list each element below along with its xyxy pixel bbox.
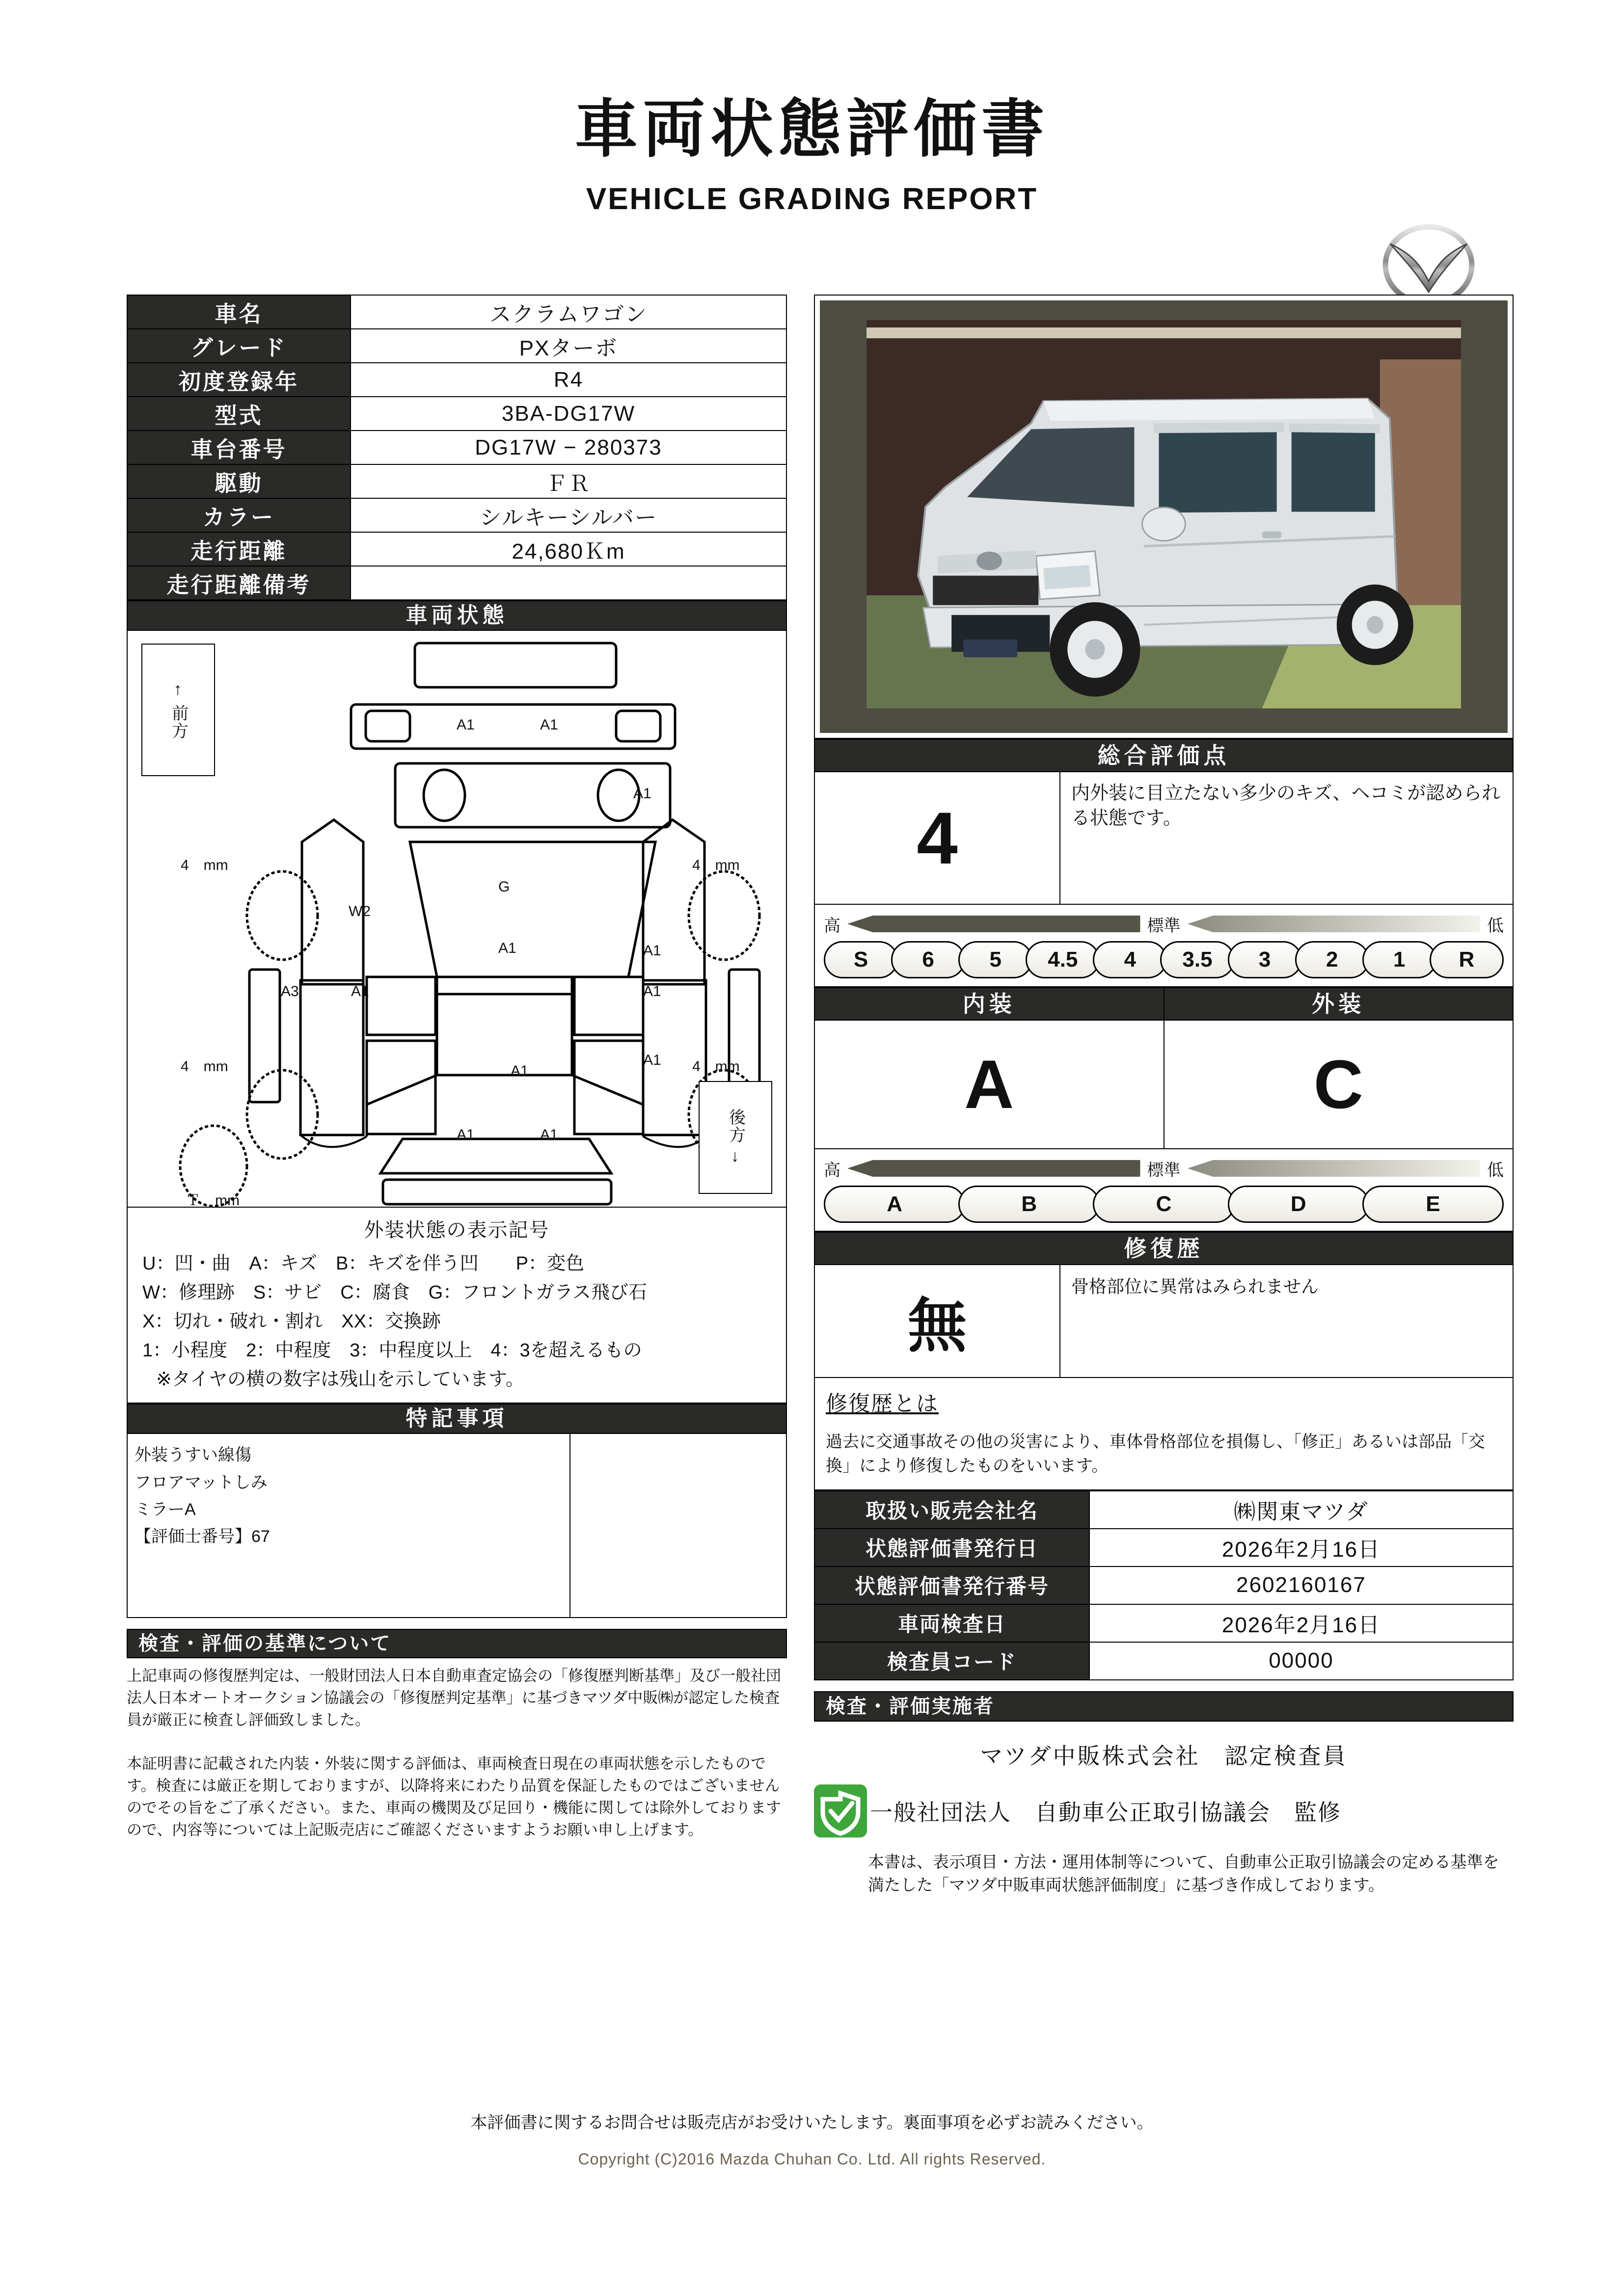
dealer-value: ㈱関東マツダ xyxy=(1089,1491,1513,1529)
overall-score-description: 内外装に目立たない多少のキズ、ヘコミが認められる状態です。 xyxy=(1071,783,1501,829)
scale-pill: 4.5 xyxy=(1026,941,1100,978)
table-row xyxy=(127,295,786,329)
list-item: ミラーA xyxy=(135,1500,196,1519)
report-header xyxy=(0,94,1624,275)
scale-arrow-high-icon xyxy=(847,916,1140,932)
spec-value: ＦＲ xyxy=(351,464,786,498)
front-direction-label: 前方 xyxy=(169,704,188,740)
damage-code-marker: A1 xyxy=(540,1127,558,1143)
scale-pill: 5 xyxy=(958,941,1032,978)
tire-depth-rear-left: 4 mm xyxy=(181,1058,228,1075)
scale-mid-label: 標準 xyxy=(1147,916,1181,935)
exterior-symbol-legend xyxy=(127,1208,787,1404)
legend-line: X：切れ・破れ・割れ XX：交換跡 xyxy=(142,1311,441,1332)
dealer-info-table xyxy=(814,1490,1514,1680)
notes-divider xyxy=(569,1434,570,1617)
table-row xyxy=(127,397,786,431)
vehicle-condition-heading: 車両状態 xyxy=(127,600,787,631)
vehicle-photo xyxy=(820,300,1508,733)
table-row xyxy=(127,532,786,566)
legend-line: W：修理跡 S：サビ C：腐食 G：フロントガラス飛び石 xyxy=(142,1282,647,1303)
score-scale-arrows xyxy=(824,911,1504,937)
repair-history-value: 無 xyxy=(815,1265,1060,1377)
vehicle-spec-table xyxy=(127,295,787,600)
table-row xyxy=(127,464,786,498)
scale-high-label: 高 xyxy=(824,916,840,935)
spec-label: 車名 xyxy=(127,295,351,329)
list-item: 【評価士番号】67 xyxy=(135,1527,270,1546)
scale-pill: B xyxy=(958,1186,1100,1223)
overall-score-scale xyxy=(814,905,1514,987)
scale-pill: E xyxy=(1362,1186,1504,1223)
scale-pill: 3 xyxy=(1228,941,1302,978)
table-row xyxy=(814,1491,1513,1529)
inspector-line-1: マツダ中販株式会社 認定検査員 xyxy=(980,1743,1348,1769)
exterior-grade-value: C xyxy=(1313,1046,1363,1123)
spec-label: 型式 xyxy=(127,397,351,431)
dealer-value: 00000 xyxy=(1089,1642,1513,1680)
interior-exterior-scale xyxy=(814,1149,1514,1232)
table-row xyxy=(814,1529,1513,1567)
table-row xyxy=(127,329,786,363)
rear-direction-label: 後方 xyxy=(726,1108,745,1144)
damage-code-marker: A3 xyxy=(281,983,299,999)
overall-score-value: 4 xyxy=(815,772,1060,904)
list-item: 外装うすい線傷 xyxy=(135,1446,251,1465)
damage-code-marker: W2 xyxy=(349,903,371,919)
inspector-line-2-row xyxy=(814,1784,1514,1837)
damage-code-marker: A1 xyxy=(633,785,651,802)
damage-code-marker: A1 xyxy=(457,717,475,733)
damage-code-marker: A1 xyxy=(511,1063,529,1079)
table-row xyxy=(814,1642,1513,1680)
definition-title: 修復歴とは xyxy=(826,1392,939,1416)
rear-direction-box xyxy=(699,1081,772,1194)
dealer-value: 2026年2月16日 xyxy=(1089,1529,1513,1567)
scale-pill: 3.5 xyxy=(1160,941,1234,978)
table-row xyxy=(127,431,786,464)
scale-pill: R xyxy=(1430,941,1504,978)
dealer-label: 取扱い販売会社名 xyxy=(814,1491,1089,1529)
scale-mid-label: 標準 xyxy=(1147,1161,1181,1180)
inspector-paragraph: 本書は、表示項目・方法・運用体制等について、自動車公正取引協議会の定める基準を満たした「マツダ中販車両状態評価制度」に基づき作成しております。 xyxy=(868,1852,1499,1894)
spec-value xyxy=(351,566,786,600)
footer-copyright: Copyright (C)2016 Mazda Chuhan Co. Ltd. All rights Reserved. xyxy=(578,2150,1046,2168)
definition-text: 過去に交通事故その他の災害により、車体骨格部位を損傷し、「修正」あるいは部品「交換」により修復したものをいいます。 xyxy=(826,1432,1485,1476)
special-notes-heading: 特記事項 xyxy=(127,1404,787,1434)
spec-value: DG17W − 280373 xyxy=(351,431,786,464)
standards-heading: 検査・評価の基準について xyxy=(127,1629,787,1658)
spec-value: スクラムワゴン xyxy=(351,295,786,329)
table-row xyxy=(814,1567,1513,1604)
spec-value: PXターボ xyxy=(351,329,786,363)
score-scale-pills xyxy=(824,941,1504,978)
damage-code-marker: A1 xyxy=(457,1127,475,1143)
spec-value: R4 xyxy=(351,363,786,397)
damage-code-marker: A1 xyxy=(351,983,369,999)
table-row xyxy=(127,566,786,600)
dealer-value: 2026年2月16日 xyxy=(1089,1604,1513,1642)
spec-value: シルキーシルバー xyxy=(351,498,786,532)
special-notes-panel xyxy=(127,1434,787,1618)
tire-depth-front-right: 4 mm xyxy=(692,857,740,873)
spec-label: グレード xyxy=(127,329,351,363)
interior-heading: 内装 xyxy=(814,987,1164,1021)
page-title-en: VEHICLE GRADING REPORT xyxy=(586,182,1038,216)
damage-code-marker: A1 xyxy=(540,717,558,733)
interior-exterior-values xyxy=(814,1021,1514,1149)
damage-code-marker: A1 xyxy=(643,1052,661,1068)
front-direction-box xyxy=(141,644,215,776)
spec-label: 駆動 xyxy=(127,464,351,498)
scale-arrow-high-icon xyxy=(847,1160,1140,1177)
legend-footnote: ※タイヤの横の数字は残山を示しています。 xyxy=(156,1369,525,1390)
repair-history-row xyxy=(814,1265,1514,1378)
dealer-label: 検査員コード xyxy=(814,1642,1089,1680)
legend-line: 1：小程度 2：中程度 3：中程度以上 4：3を超えるもの xyxy=(142,1340,642,1361)
scale-pill: 2 xyxy=(1295,941,1369,978)
tire-depth-spare: Ｔ mm xyxy=(186,1192,240,1209)
spec-label: 走行距離備考 xyxy=(127,566,351,600)
tire-depth-rear-right: 4 mm xyxy=(692,1058,740,1075)
damage-code-marker: A1 xyxy=(643,983,661,999)
spec-label: 初度登録年 xyxy=(127,363,351,397)
repair-history-heading: 修復歴 xyxy=(814,1232,1514,1265)
dealer-value: 2602160167 xyxy=(1089,1567,1513,1604)
scale-low-label: 低 xyxy=(1487,1161,1504,1180)
right-column xyxy=(814,295,1514,1897)
table-row xyxy=(127,498,786,532)
table-row xyxy=(127,363,786,397)
interior-grade-value: A xyxy=(815,1021,1164,1148)
dealer-label: 状態評価書発行番号 xyxy=(814,1567,1089,1604)
grade-scale-arrows xyxy=(824,1155,1504,1182)
spec-label: 車台番号 xyxy=(127,431,351,464)
dealer-label: 状態評価書発行日 xyxy=(814,1529,1089,1567)
table-row xyxy=(814,1604,1513,1642)
tire-depth-front-left: 4 mm xyxy=(181,857,228,873)
scale-pill: S xyxy=(824,941,898,978)
special-notes-list xyxy=(128,1434,786,1550)
repair-history-description: 骨格部位に異常はみられません xyxy=(1071,1276,1319,1297)
damage-code-marker: A1 xyxy=(643,943,661,959)
standards-paragraph-2: 本証明書に記載された内装・外装に関する評価は、車両検査日現在の車両状態を示したものです。検査には厳正を期しておりますが、以降将来にわたり品質を保証したものではございませんのでその旨をご了承ください。また、車両の機関及び足回り・機能に関しては除外しておりますので、内容等については上記販売店にご確認くださいますようお願い申し上げます。 xyxy=(127,1755,781,1839)
scale-arrow-low-icon xyxy=(1188,1160,1481,1177)
scale-pill: D xyxy=(1228,1186,1369,1223)
front-arrow-icon: ↑ xyxy=(173,680,183,699)
page-title-jp: 車両状態評価書 xyxy=(574,94,1049,164)
exterior-heading: 外装 xyxy=(1164,987,1514,1021)
scale-pill: C xyxy=(1093,1186,1234,1223)
damage-code-marker: G xyxy=(498,879,510,895)
overall-score-heading: 総合評価点 xyxy=(814,739,1514,772)
vehicle-condition-diagram-panel xyxy=(127,631,787,1208)
spec-label: カラー xyxy=(127,498,351,532)
scale-pill: 6 xyxy=(891,941,965,978)
legend-line: U：凹・曲 A：キズ B：キズを伴う凹 P：変色 xyxy=(142,1253,584,1274)
inspector-body xyxy=(814,1722,1514,1897)
overall-score-row xyxy=(814,772,1514,905)
scale-pill: 4 xyxy=(1093,941,1167,978)
grade-scale-pills xyxy=(824,1186,1504,1223)
inspector-line-2: 一般社団法人 自動車公正取引協議会 監修 xyxy=(870,1799,1341,1825)
spec-label: 走行距離 xyxy=(127,532,351,566)
inspector-heading: 検査・評価実施者 xyxy=(814,1691,1514,1722)
rear-arrow-icon: ↓ xyxy=(731,1147,740,1166)
scale-high-label: 高 xyxy=(824,1161,840,1180)
spec-value: 24,680Ｋm xyxy=(351,532,786,566)
legend-title: 外装状態の表示記号 xyxy=(364,1219,550,1241)
scale-low-label: 低 xyxy=(1487,916,1504,935)
damage-code-marker: A1 xyxy=(498,940,516,956)
footer-notice: 本評価書に関するお問合せは販売店がお受けいたします。裏面事項を必ずお読みください。 xyxy=(470,2113,1154,2132)
jafca-check-icon xyxy=(814,1784,867,1837)
scale-pill: 1 xyxy=(1362,941,1436,978)
scale-arrow-low-icon xyxy=(1188,916,1481,932)
left-column xyxy=(127,295,787,1841)
repair-history-definition xyxy=(814,1378,1514,1490)
standards-paragraph-1: 上記車両の修復歴判定は、一般財団法人日本自動車査定協会の「修復歴判断基準」及び一般社団法人日本オートオークション協議会の「修復歴判定基準」に基づきマツダ中販㈱が認定した検査員が厳正に検査し評価致しました。 xyxy=(127,1667,781,1729)
dealer-label: 車両検査日 xyxy=(814,1604,1089,1642)
spec-value: 3BA-DG17W xyxy=(351,397,786,431)
vehicle-photo-image xyxy=(820,300,1508,733)
vehicle-photo-frame xyxy=(814,295,1514,739)
interior-exterior-headings xyxy=(814,987,1514,1021)
scale-pill: A xyxy=(824,1186,965,1223)
list-item: フロアマットしみ xyxy=(135,1473,268,1492)
